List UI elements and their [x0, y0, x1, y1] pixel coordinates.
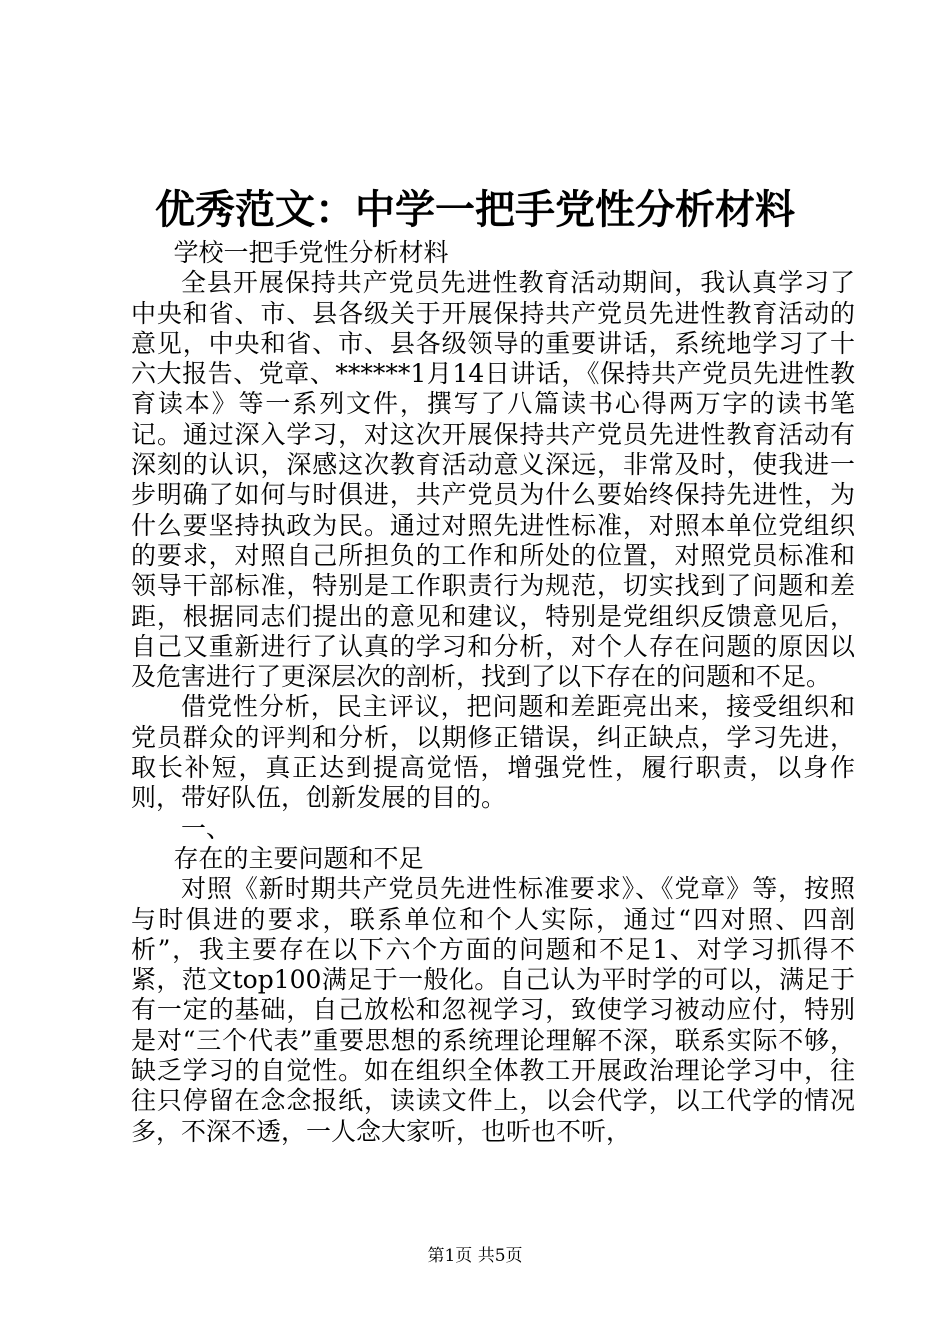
- section-number: 一、: [181, 813, 232, 843]
- page-footer: 第1页 共5页: [427, 1246, 523, 1266]
- section-heading: 存在的主要问题和不足: [173, 843, 424, 873]
- document-title: 优秀范文：中学一把手党性分析材料: [155, 186, 795, 233]
- paragraph-purpose: 借党性分析，民主评议，把问题和差距亮出来，接受组织和党员群众的评判和分析，以期修正错误，纠正缺点，学习先进，取长补短，真正达到提高觉悟，增强党性，履行职责，以身作则，带好队伍，创新发展的目的。: [131, 692, 855, 813]
- paragraph-problems: 对照《新时期共产党员先进性标准要求》、《党章》等，按照与时俱进的要求，联系单位和个人实际，通过“四对照、四剖析”，我主要存在以下六个方面的问题和不足1、对学习抓得不紧，范文top100满足于一般化。自己认为平时学的可以，满足于有一定的基础，自己放松和忽视学习，致使学习被动应付，特别是对“三个代表”重要思想的系统理论理解不深，联系实际不够，缺乏学习的自觉性。如在组织全体教工开展政治理论学习中，往往只停留在念念报纸，读读文件上，以会代学，以工代学的情况多，不深不透，一人念大家听，也听也不听，: [131, 874, 855, 1146]
- document-body: [131, 238, 855, 1147]
- paragraph-intro: 全县开展保持共产党员先进性教育活动期间，我认真学习了中央和省、市、县各级关于开展保持共产党员先进性教育活动的意见，中央和省、市、县各级领导的重要讲话，系统地学习了十六大报告、党章、******1月14日讲话，《保持共产党员先进性教育读本》等一系列文件，撰写了八篇读书心得两万字的读书笔记。通过深入学习，对这次开展保持共产党员先进性教育活动有深刻的认识，深感这次教育活动意义深远，非常及时，使我进一步明确了如何与时俱进，共产党员为什么要始终保持先进性，为什么要坚持执政为民。通过对照先进性标准，对照本单位党组织的要求，对照自己所担负的工作和所处的位置，对照党员标准和领导干部标准，特别是工作职责行为规范，切实找到了问题和差距，根据同志们提出的意见和建议，特别是党组织反馈意见后，自己又重新进行了认真的学习和分析，对个人存在问题的原因以及危害进行了更深层次的剖析，找到了以下存在的问题和不足。: [131, 268, 855, 692]
- document-subtitle: 学校一把手党性分析材料: [173, 238, 449, 267]
